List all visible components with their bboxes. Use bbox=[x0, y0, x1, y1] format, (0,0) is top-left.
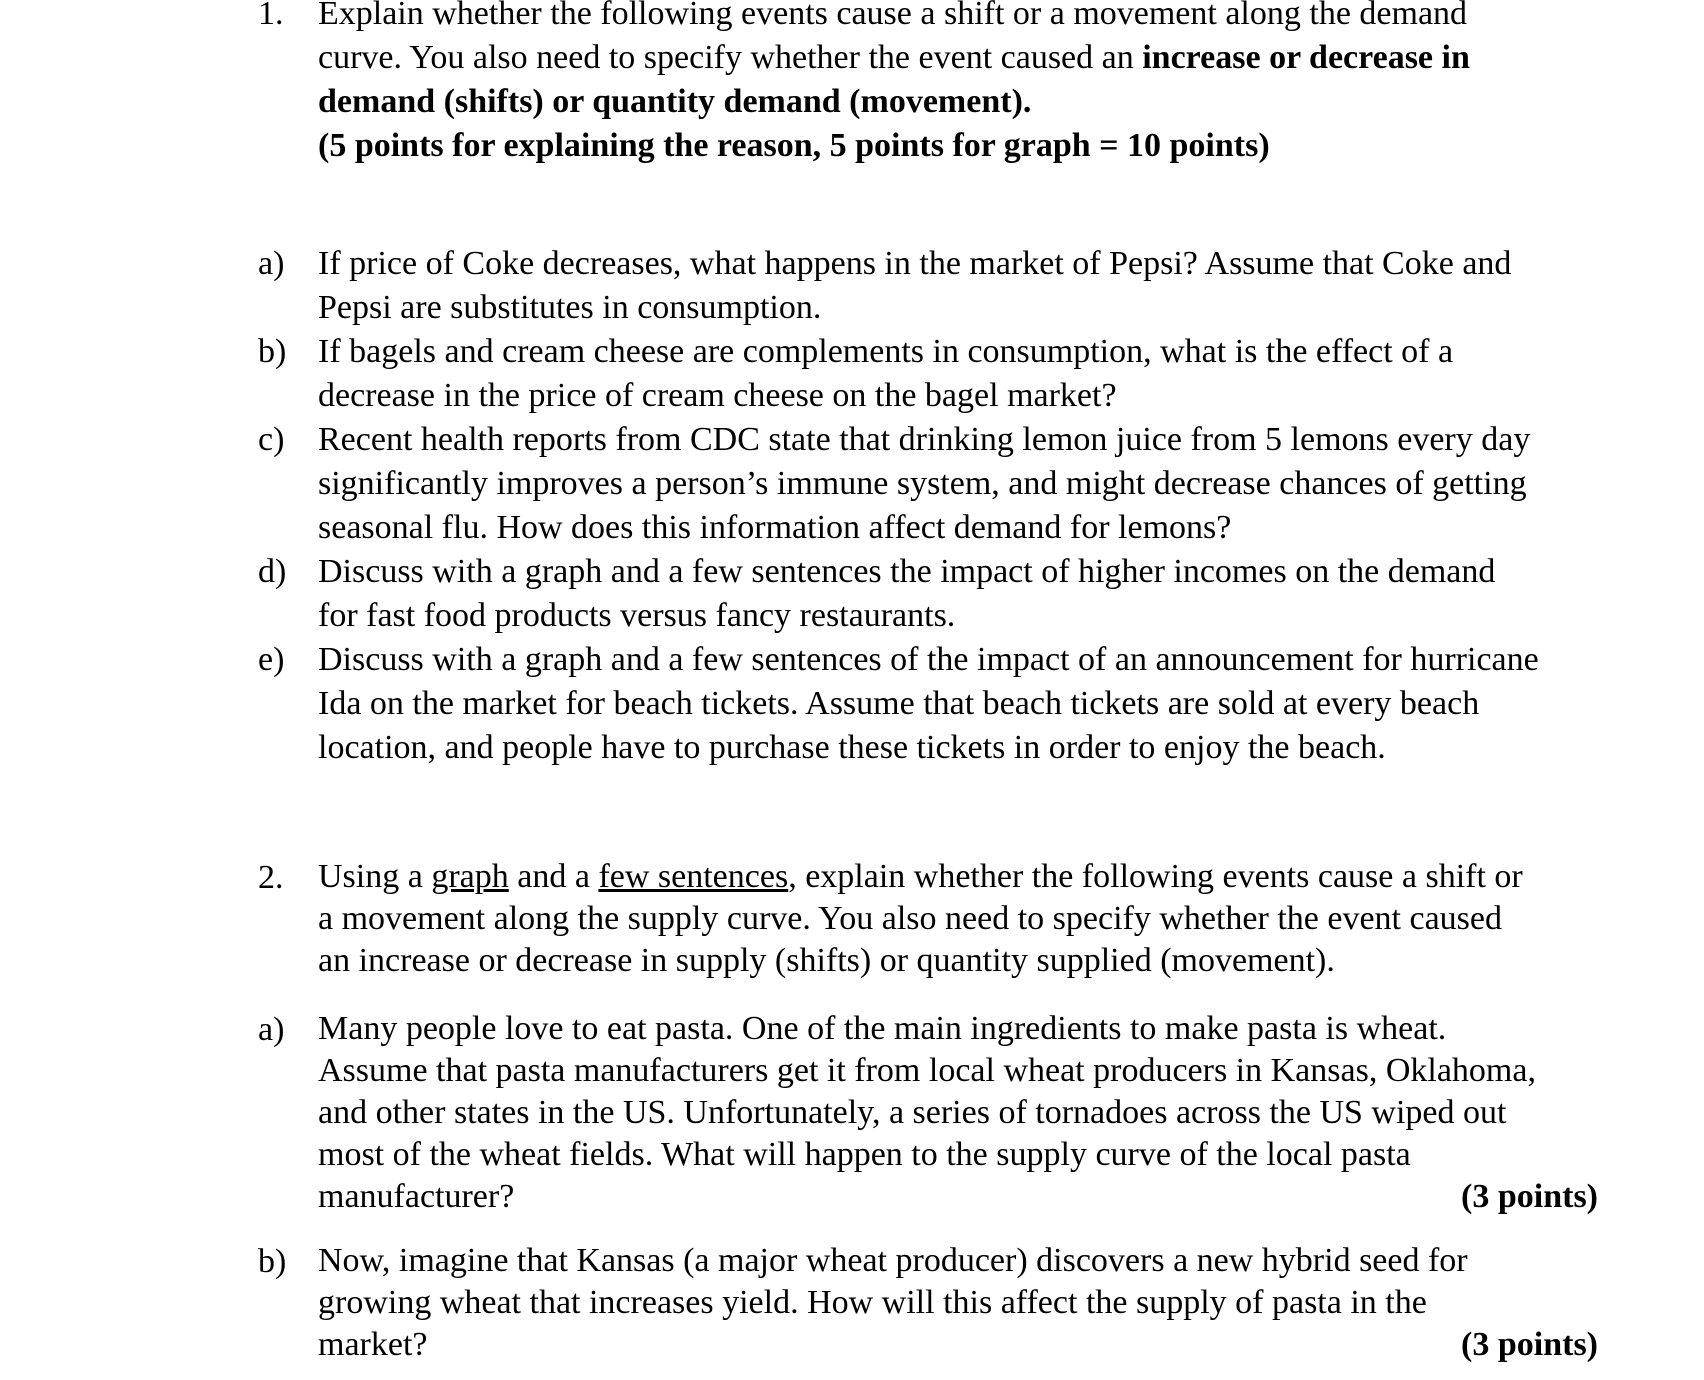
question-2-text-a: Using a bbox=[318, 858, 432, 895]
item-label: d) bbox=[258, 553, 287, 590]
question-1-points-note: (5 points for explaining the reason, 5 points for graph = 10 points) bbox=[318, 127, 1270, 164]
points-label: (3 points) bbox=[1461, 1178, 1598, 1215]
question-2-underline-sentences: few sentences bbox=[598, 858, 789, 895]
question-2-text bbox=[318, 856, 1638, 982]
list-item bbox=[258, 418, 1658, 550]
item-label: e) bbox=[258, 641, 285, 678]
item-line: for fast food products versus fancy restaurants. bbox=[318, 597, 956, 634]
item-line: Discuss with a graph and a few sentences of the impact of an announcement for hurricane bbox=[318, 641, 1539, 678]
list-item bbox=[258, 1240, 1598, 1366]
question-2-line-2: a movement along the supply curve. You also need to specify whether the event caused bbox=[318, 900, 1503, 937]
list-item bbox=[258, 550, 1658, 638]
question-1-items bbox=[258, 242, 1658, 770]
question-2-text-c: and a bbox=[508, 858, 599, 895]
item-line: Discuss with a graph and a few sentences the impact of higher incomes on the demand bbox=[318, 553, 1496, 590]
item-line-last bbox=[318, 1324, 1598, 1366]
question-2-line-3: an increase or decrease in supply (shifts) or quantity supplied (movement). bbox=[318, 942, 1335, 979]
item-line: Ida on the market for beach tickets. Assume that beach tickets are sold at every beach bbox=[318, 685, 1480, 722]
question-1-line-2 bbox=[318, 36, 1638, 80]
item-label: c) bbox=[258, 421, 285, 458]
question-2-text-e: , explain whether the following events cause a shift or bbox=[788, 858, 1523, 895]
item-label: a) bbox=[258, 245, 285, 282]
item-line: If bagels and cream cheese are complements in consumption, what is the effect of a bbox=[318, 333, 1454, 370]
item-line-last bbox=[318, 1176, 1598, 1218]
question-1 bbox=[258, 0, 1638, 168]
item-line: significantly improves a person’s immune system, and might decrease chances of getting bbox=[318, 465, 1527, 502]
item-label: a) bbox=[258, 1011, 285, 1048]
question-1-number: 1. bbox=[258, 0, 284, 32]
item-line: Many people love to eat pasta. One of the main ingredients to make pasta is wheat. bbox=[318, 1010, 1447, 1047]
question-2-underline-graph: graph bbox=[431, 858, 509, 895]
item-line: location, and people have to purchase these tickets in order to enjoy the beach. bbox=[318, 729, 1386, 766]
list-item bbox=[258, 638, 1658, 770]
question-1-line-1: Explain whether the following events cause a shift or a movement along the demand bbox=[318, 0, 1468, 32]
question-2-number: 2. bbox=[258, 859, 284, 896]
question-1-text bbox=[318, 0, 1638, 168]
points-label: (3 points) bbox=[1461, 1326, 1598, 1363]
question-1-line-2-plain: curve. You also need to specify whether the event caused an bbox=[318, 39, 1143, 76]
question-2-line-1 bbox=[318, 856, 1638, 898]
list-item bbox=[258, 1008, 1598, 1218]
item-label: b) bbox=[258, 333, 287, 370]
item-line: most of the wheat fields. What will happen to the supply curve of the local pasta bbox=[318, 1136, 1411, 1173]
question-2-items bbox=[258, 1008, 1598, 1366]
item-line: decrease in the price of cream cheese on the bagel market? bbox=[318, 377, 1117, 414]
item-line: seasonal flu. How does this information affect demand for lemons? bbox=[318, 509, 1232, 546]
item-line: Assume that pasta manufacturers get it from local wheat producers in Kansas, Oklahoma, bbox=[318, 1052, 1536, 1089]
question-1-bold-2: demand (shifts) or quantity demand (movement). bbox=[318, 83, 1032, 120]
item-line: growing wheat that increases yield. How will this affect the supply of pasta in the bbox=[318, 1284, 1427, 1321]
item-line-text: market? bbox=[318, 1326, 428, 1363]
question-1-bold-1: increase or decrease in bbox=[1142, 39, 1470, 76]
item-label: b) bbox=[258, 1243, 287, 1280]
item-line: If price of Coke decreases, what happens in the market of Pepsi? Assume that Coke and bbox=[318, 245, 1512, 282]
item-line: Pepsi are substitutes in consumption. bbox=[318, 289, 822, 326]
item-line: Now, imagine that Kansas (a major wheat producer) discovers a new hybrid seed for bbox=[318, 1242, 1468, 1279]
list-item bbox=[258, 330, 1658, 418]
question-2 bbox=[258, 856, 1638, 982]
list-item bbox=[258, 242, 1658, 330]
item-line-text: manufacturer? bbox=[318, 1178, 515, 1215]
item-line: Recent health reports from CDC state that drinking lemon juice from 5 lemons every day bbox=[318, 421, 1531, 458]
item-line: and other states in the US. Unfortunately, a series of tornadoes across the US wiped out bbox=[318, 1094, 1507, 1131]
